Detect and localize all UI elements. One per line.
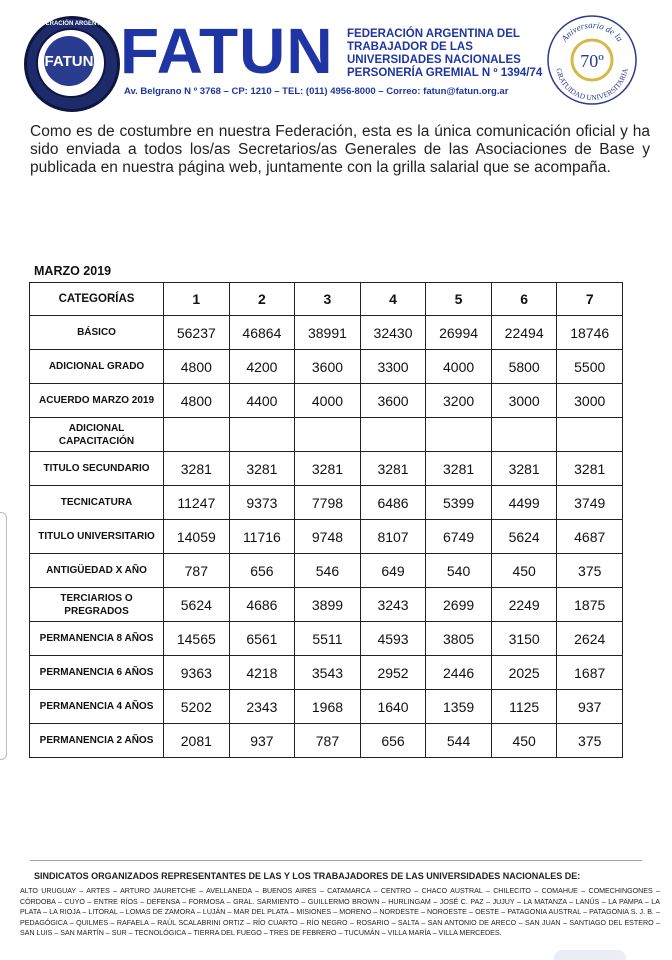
- table-cell: 8107: [360, 520, 426, 554]
- table-cell: 38991: [295, 316, 361, 350]
- table-cell: 18746: [557, 316, 623, 350]
- table-cell: 4499: [491, 486, 557, 520]
- table-row: [30, 350, 623, 384]
- table-row: [30, 622, 623, 656]
- column-header: 1: [164, 283, 230, 316]
- intro-paragraph: Como es de costumbre en nuestra Federación, esta es la única comunicación oficial y ha sido enviada a todos los/as Secretarios/as Generales de las Asociaciones de Base y publicada en nuestra página web, juntamente con la grilla salarial que se acompaña.: [30, 123, 650, 176]
- org-line: FEDERACIÓN ARGENTINA DEL: [347, 28, 520, 40]
- seal-ring-text: FEDERACIÓN ARGENTINA: [33, 21, 111, 27]
- table-cell: 3000: [557, 384, 623, 418]
- table-cell: 3805: [426, 622, 492, 656]
- table-cell: 3000: [491, 384, 557, 418]
- table-cell: 2446: [426, 656, 492, 690]
- table-row: [30, 486, 623, 520]
- table-cell: 4218: [229, 656, 295, 690]
- table-cell: 3150: [491, 622, 557, 656]
- row-label: TERCIARIOS O PREGRADOS: [30, 588, 164, 622]
- table-cell: 1968: [295, 690, 361, 724]
- anniversary-seal-logo: [546, 14, 638, 106]
- table-row: [30, 588, 623, 622]
- table-row: [30, 316, 623, 350]
- table-cell: 546: [295, 554, 361, 588]
- row-label: TITULO SECUNDARIO: [30, 452, 164, 486]
- table-cell: 656: [360, 724, 426, 758]
- table-cell: 1359: [426, 690, 492, 724]
- seal-center-label: FATUN: [44, 36, 94, 86]
- table-cell: [426, 418, 492, 452]
- page-edge-mark: [0, 512, 7, 760]
- corner-mark: [554, 950, 626, 960]
- table-row: [30, 656, 623, 690]
- table-row: [30, 520, 623, 554]
- table-row: [30, 690, 623, 724]
- table-cell: 3543: [295, 656, 361, 690]
- table-cell: 3600: [360, 384, 426, 418]
- row-label: TITULO UNIVERSITARIO: [30, 520, 164, 554]
- org-line: UNIVERSIDADES NACIONALES: [347, 54, 521, 66]
- table-cell: 3200: [426, 384, 492, 418]
- table-cell: 3281: [295, 452, 361, 486]
- table-cell: 540: [426, 554, 492, 588]
- table-cell: 5511: [295, 622, 361, 656]
- table-cell: 787: [164, 554, 230, 588]
- table-cell: 9363: [164, 656, 230, 690]
- table-cell: 375: [557, 724, 623, 758]
- table-cell: 2952: [360, 656, 426, 690]
- org-line: TRABAJADOR DE LAS: [347, 41, 473, 53]
- table-cell: [295, 418, 361, 452]
- table-cell: 14565: [164, 622, 230, 656]
- row-label: PERMANENCIA 8 AÑOS: [30, 622, 164, 656]
- table-cell: 5624: [164, 588, 230, 622]
- column-header: 6: [491, 283, 557, 316]
- fatun-seal-logo: [24, 16, 120, 112]
- header-categorias: CATEGORÍAS: [30, 283, 164, 316]
- row-label: PERMANENCIA 4 AÑOS: [30, 690, 164, 724]
- table-cell: 2343: [229, 690, 295, 724]
- table-cell: 3600: [295, 350, 361, 384]
- table-cell: 6561: [229, 622, 295, 656]
- table-cell: 2249: [491, 588, 557, 622]
- table-cell: 5500: [557, 350, 623, 384]
- row-label: BÁSICO: [30, 316, 164, 350]
- table-cell: 3899: [295, 588, 361, 622]
- table-cell: 6486: [360, 486, 426, 520]
- anniversary-number: 70º: [580, 51, 604, 71]
- table-row: [30, 418, 623, 452]
- table-cell: 5202: [164, 690, 230, 724]
- table-cell: 5399: [426, 486, 492, 520]
- table-cell: 450: [491, 554, 557, 588]
- table-cell: 9748: [295, 520, 361, 554]
- footer-title: SINDICATOS ORGANIZADOS REPRESENTANTES DE LAS Y LOS TRABAJADORES DE LAS UNIVERSIDADES NACIONALES DE:: [34, 871, 581, 881]
- contact-address: Av. Belgrano N º 3768 – CP: 1210 – TEL: (011) 4956-8000 – Correo: fatun@fatun.org.ar: [124, 86, 509, 97]
- table-row: [30, 384, 623, 418]
- anniversary-bottom-text: GRATUIDAD UNIVERSITARIA: [554, 67, 630, 103]
- table-cell: 4000: [295, 384, 361, 418]
- table-row: [30, 724, 623, 758]
- table-cell: 3281: [229, 452, 295, 486]
- table-cell: 1125: [491, 690, 557, 724]
- footer-divider: [30, 860, 642, 861]
- org-name-block: [347, 28, 542, 80]
- table-cell: 787: [295, 724, 361, 758]
- table-cell: 4400: [229, 384, 295, 418]
- table-cell: 11247: [164, 486, 230, 520]
- table-cell: 3281: [360, 452, 426, 486]
- row-label: ADICIONAL GRADO: [30, 350, 164, 384]
- table-cell: 544: [426, 724, 492, 758]
- table-cell: 4593: [360, 622, 426, 656]
- table-cell: 4800: [164, 384, 230, 418]
- column-header: 7: [557, 283, 623, 316]
- column-header: 2: [229, 283, 295, 316]
- table-cell: 3300: [360, 350, 426, 384]
- row-label: PERMANENCIA 2 AÑOS: [30, 724, 164, 758]
- table-header-row: [30, 283, 623, 316]
- table-cell: 4687: [557, 520, 623, 554]
- table-cell: 26994: [426, 316, 492, 350]
- table-cell: 14059: [164, 520, 230, 554]
- table-cell: 450: [491, 724, 557, 758]
- table-cell: [360, 418, 426, 452]
- column-header: 3: [295, 283, 361, 316]
- table-title: MARZO 2019: [34, 264, 112, 278]
- column-header: 5: [426, 283, 492, 316]
- salary-grid-table: [29, 282, 623, 758]
- table-cell: [229, 418, 295, 452]
- table-row: [30, 452, 623, 486]
- table-cell: 3281: [491, 452, 557, 486]
- table-cell: 1875: [557, 588, 623, 622]
- table-cell: 3281: [164, 452, 230, 486]
- table-cell: 6749: [426, 520, 492, 554]
- table-cell: 32430: [360, 316, 426, 350]
- table-cell: 656: [229, 554, 295, 588]
- table-body: [30, 316, 623, 758]
- table-cell: 2699: [426, 588, 492, 622]
- table-cell: 11716: [229, 520, 295, 554]
- table-cell: 2025: [491, 656, 557, 690]
- table-cell: 22494: [491, 316, 557, 350]
- table-cell: 4800: [164, 350, 230, 384]
- anniversary-top-text: Aniversario de la: [559, 19, 625, 44]
- row-label: PERMANENCIA 6 AÑOS: [30, 656, 164, 690]
- org-line: PERSONERÍA GREMIAL N º 1394/74: [347, 67, 543, 79]
- table-cell: 3749: [557, 486, 623, 520]
- table-cell: [557, 418, 623, 452]
- table-cell: 937: [229, 724, 295, 758]
- table-cell: 46864: [229, 316, 295, 350]
- table-cell: 649: [360, 554, 426, 588]
- table-cell: 2081: [164, 724, 230, 758]
- table-cell: 5624: [491, 520, 557, 554]
- table-cell: 1640: [360, 690, 426, 724]
- table-cell: 5800: [491, 350, 557, 384]
- row-label: ACUERDO MARZO 2019: [30, 384, 164, 418]
- table-cell: 3243: [360, 588, 426, 622]
- table-cell: 1687: [557, 656, 623, 690]
- table-cell: 375: [557, 554, 623, 588]
- row-label: TECNICATURA: [30, 486, 164, 520]
- table-cell: 4000: [426, 350, 492, 384]
- column-header: 4: [360, 283, 426, 316]
- table-cell: [491, 418, 557, 452]
- table-cell: 3281: [557, 452, 623, 486]
- table-row: [30, 554, 623, 588]
- table-cell: 3281: [426, 452, 492, 486]
- table-cell: 4686: [229, 588, 295, 622]
- letterhead: [0, 0, 672, 110]
- row-label: ADICIONAL CAPACITACIÓN: [30, 418, 164, 452]
- table-cell: 2624: [557, 622, 623, 656]
- table-cell: 9373: [229, 486, 295, 520]
- table-cell: [164, 418, 230, 452]
- footer-union-list: ALTO URUGUAY – ARTES – ARTURO JAURETCHE – AVELLANEDA – BUENOS AIRES – CATAMARCA – CENTRO – CHACO AUSTRAL – CHILECITO – COMAHUE – COMECHINGONES – CÓRDOBA – CUYO – ENTRE RÍOS – DEFENSA – FORMOSA – GRAL. SARMIENTO – GUILLERMO BROWN – HURLINGAM – JOSÉ C. PAZ – JUJUY – LA MATANZA – LANÚS – LA PAMPA – LA PLATA – LA RIOJA – LITORAL – LOMAS DE ZAMORA – LUJÁN – MAR DEL PLATA – MISIONES – MORENO – NORDESTE – NOROESTE – OESTE – PATAGONIA AUSTRAL – PATAGONIA S. J. B. – PEDAGÓGICA – QUILMES – RAFAELA – RAÚL SCALABRINI ORTIZ – RÍO CUARTO – RÍO NEGRO – ROSARIO – SALTA – SAN ANTONIO DE ARECO – SAN JUAN – SANTIAGO DEL ESTERO – SAN LUIS – SAN MARTÍN – SUR – TECNOLÓGICA – TIERRA DEL FUEGO – TRES DE FEBRERO – TUCUMÁN – VILLA MARÍA – VILLA MERCEDES.: [20, 887, 660, 938]
- table-cell: 937: [557, 690, 623, 724]
- table-cell: 4200: [229, 350, 295, 384]
- brand-wordmark: FATUN: [120, 15, 334, 87]
- row-label: ANTIGÜEDAD X AÑO: [30, 554, 164, 588]
- table-cell: 56237: [164, 316, 230, 350]
- table-cell: 7798: [295, 486, 361, 520]
